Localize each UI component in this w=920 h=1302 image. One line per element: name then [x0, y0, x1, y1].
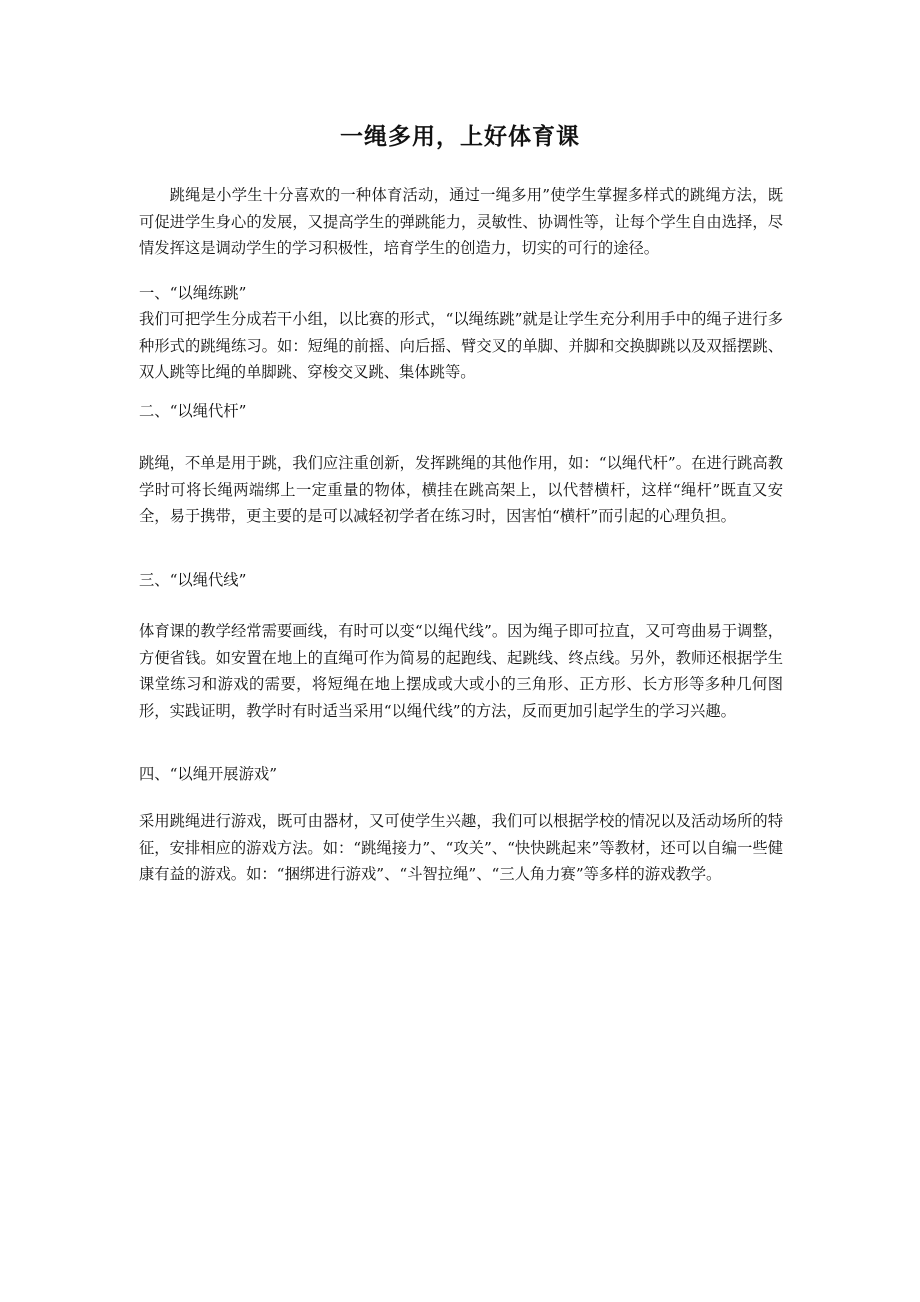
section-body-4: 采用跳绳进行游戏，既可由器材，又可使学生兴趣，我们可以根据学校的情况以及活动场所的特征，安排相应的游戏方法。如：“跳绳接力”、“攻关”、“快快跳起来”等教材，还可以自编一些健康有益的游戏。如：“捆绑进行游戏”、“斗智拉绳”、“三人角力赛”等多样的游戏教学。: [139, 812, 783, 883]
intro-paragraph: 跳绳是小学生十分喜欢的一种体育活动，通过一绳多用”使学生掌握多样式的跳绳方法，既可促进学生身心的发展，又提高学生的弹跳能力，灵敏性、协调性等，让每个学生自由选择，尽情发挥这是调动学生的学习积极性，培育学生的创造力，切实的可行的途径。: [139, 186, 783, 257]
section-heading-4: 四、“以绳开展游戏”: [139, 765, 278, 783]
section-body-3: 体育课的教学经常需要画线，有时可以变“以绳代线”。因为绳子即可拉直，又可弯曲易于调整，方便省钱。如安置在地上的直绳可作为简易的起跑线、起跳线、终点线。另外，教师还根据学生课堂练习和游戏的需要，将短绳在地上摆成或大或小的三角形、正方形、长方形等多种几何图形，实践证明，教学时有时适当采用“以绳代线”的方法，反而更加引起学生的学习兴趣。: [139, 622, 783, 720]
section-heading-2: 二、“以绳代杆”: [139, 402, 247, 420]
document-title: 一绳多用，上好体育课: [340, 123, 580, 150]
section-body-2: 跳绳，不单是用于跳，我们应注重创新，发挥跳绳的其他作用，如：“以绳代杆”。在进行跳高教学时可将长绳两端绑上一定重量的物体，横挂在跳高架上，以代替横杆，这样“绳杆”既直又安全，易于携带，更主要的是可以减轻初学者在练习时，因害怕“横杆”而引起的心理负担。: [139, 454, 783, 525]
section-body-1: 我们可把学生分成若干小组，以比赛的形式，“以绳练跳”就是让学生充分利用手中的绳子进行多种形式的跳绳练习。如：短绳的前摇、向后摇、臂交叉的单脚、并脚和交换脚跳以及双摇摆跳、双人跳等比绳的单脚跳、穿梭交叉跳、集体跳等。: [139, 310, 783, 381]
section-heading-3: 三、“以绳代线”: [139, 571, 247, 589]
section-heading-1: 一、“以绳练跳”: [139, 284, 247, 302]
